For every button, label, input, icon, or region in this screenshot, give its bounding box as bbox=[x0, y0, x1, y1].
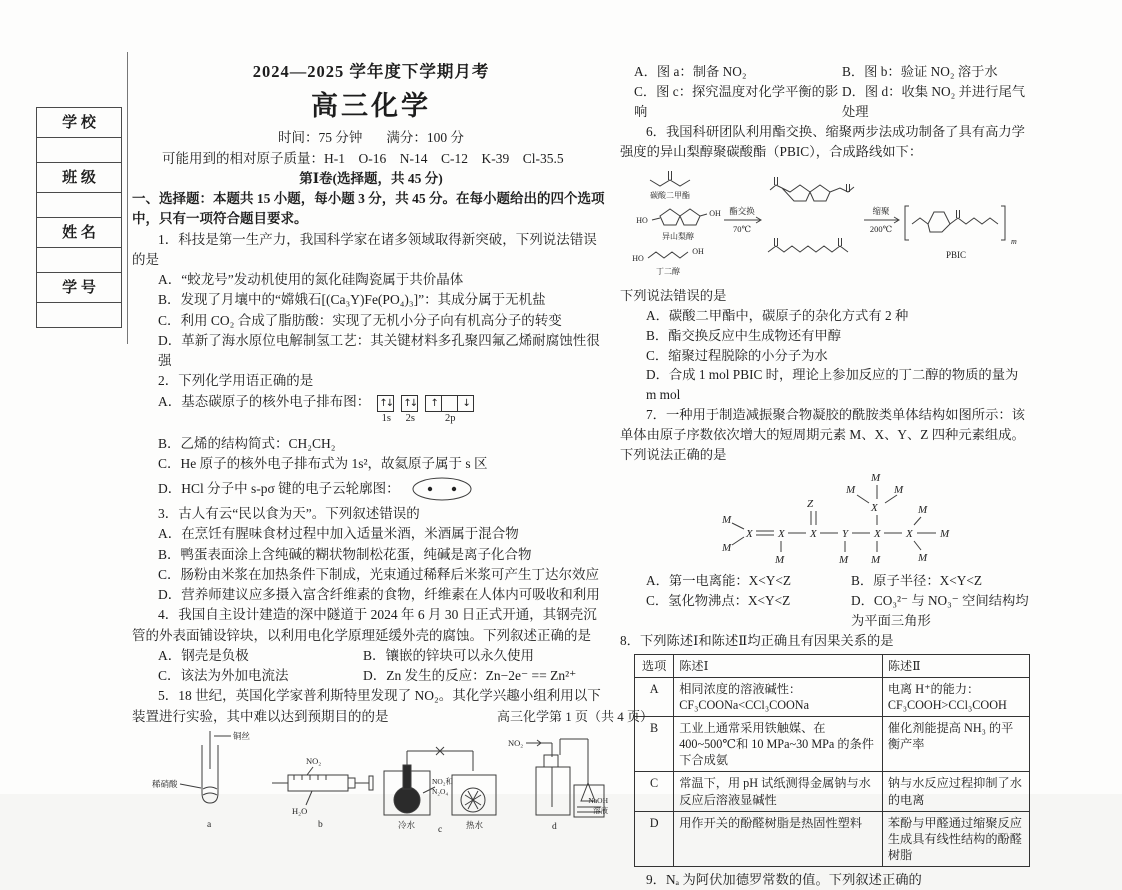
q2-option-d bbox=[132, 474, 610, 504]
q9-stem: 9．Nₐ 为阿伏加德罗常数的值。下列叙述正确的 bbox=[646, 871, 922, 887]
butanediol-oh: OH bbox=[692, 246, 704, 256]
orbital-label-2s: 2s bbox=[405, 412, 415, 424]
atom-m-above-x5: M bbox=[918, 504, 928, 517]
q3-option-a: A．在烹饪有腥味食材过程中加入适量米酒，米酒属于混合物 bbox=[158, 526, 519, 542]
q5-option-b: B．图 b：验证 NO₂ 溶于水 bbox=[842, 64, 998, 79]
q1-option-c: C．利用 CO₂ 合成了脂肪酸：实现了无机小分子向有机高分子的转变 bbox=[158, 312, 562, 328]
step1-temp: 70℃ bbox=[732, 223, 752, 234]
orbital-box-2p2 bbox=[441, 395, 458, 412]
apparatus-a-letter: a bbox=[207, 819, 212, 830]
orbital-box-2s: ↑↓ bbox=[401, 395, 418, 412]
row-b-statement-1: 工业上通常采用铁触媒、在 400~500℃和 10 MPa~30 MPa 的条件下合成氨 bbox=[674, 717, 883, 772]
no2-label-d: NO₂ bbox=[508, 737, 524, 748]
no2-label-b: NO₂ bbox=[306, 755, 322, 766]
q2-option-a-label: A．基态碳原子的核外电子排布图： bbox=[158, 393, 371, 409]
step1-arrow bbox=[724, 206, 761, 234]
atom-z: Z bbox=[807, 498, 814, 511]
q7-option-c: C．氢化物沸点：X<Y<Z bbox=[646, 593, 791, 609]
q6-option-a: A．碳酸二甲酯中，碳原子的杂化方式有 2 种 bbox=[646, 307, 909, 323]
isosorbide-label: 异山梨醇 bbox=[662, 231, 694, 241]
table-row bbox=[635, 772, 1030, 811]
q3-option-b: B．鸭蛋表面涂上含纯碱的糊状物制松花蛋，纯碱是离子化合物 bbox=[158, 546, 532, 562]
q3-option-d: D．营养师建议应多摄入富含纤维素的食物，纤维素在人体内可吸收和利用 bbox=[158, 587, 600, 602]
q2-option-b: B．乙烯的结构简式：CH₂CH₂ bbox=[158, 435, 336, 451]
row-d-statement-2: 苯酚与甲醛通过缩聚反应生成具有线性结构的酚醛树脂 bbox=[882, 811, 1029, 866]
header-option: 选项 bbox=[635, 654, 674, 677]
hot-water-label: 热水 bbox=[466, 819, 484, 830]
q4-option-c: C．该法为外加电流法 bbox=[158, 668, 289, 683]
q2-option-d-label: D．HCl 分子中 s-pσ 键的电子云轮廓图： bbox=[158, 480, 400, 496]
q5-options-cd bbox=[620, 82, 1030, 122]
naoh-label-2: 溶液 bbox=[593, 805, 608, 815]
monomer-atoms bbox=[721, 472, 950, 566]
isosorbide-oh: OH bbox=[709, 208, 721, 218]
orbital-2s bbox=[402, 392, 418, 425]
atomic-masses: 可能用到的相对原子质量：H-1 O-16 N-14 C-12 K-39 Cl-35.5 bbox=[162, 150, 564, 166]
table-header-row bbox=[635, 654, 1030, 677]
exam-score: 满分：100 分 bbox=[386, 130, 464, 146]
school-blank-box bbox=[36, 137, 122, 163]
q2-option-a bbox=[132, 392, 610, 434]
q7-option-a: A．第一电离能：X<Y<Z bbox=[646, 573, 792, 589]
orbital-label-1s: 1s bbox=[381, 412, 391, 424]
reactant-dimethyl-carbonate bbox=[650, 171, 690, 200]
class-label: 班 级 bbox=[36, 162, 122, 193]
row-a-statement-2: 电离 H⁺的能力：CF₃COOH>CCl₃COOH bbox=[882, 677, 1029, 716]
atom-m-left-top: M bbox=[722, 514, 732, 527]
q6-synthesis-diagram bbox=[620, 162, 1030, 286]
q7-options-ab bbox=[620, 571, 1030, 591]
row-b-statement-2: 催化剂能提高 NH₃ 的平衡产率 bbox=[882, 717, 1029, 772]
no2-n2o4-label-2: N₂O₄ bbox=[432, 786, 449, 796]
q3-option-c: C．肠粉由米浆在加热条件下制成，光束通过稀释后米浆可产生丁达尔效应 bbox=[158, 566, 600, 582]
reactant-isosorbide bbox=[636, 209, 721, 241]
atom-m-branch-right: M bbox=[894, 484, 904, 497]
isosorbide-ho: HO bbox=[636, 215, 648, 225]
name-blank-box bbox=[36, 247, 122, 273]
orbital-box-2p1: ↑ bbox=[425, 395, 442, 412]
apparatus-c bbox=[384, 747, 496, 835]
student-id-blank-box bbox=[36, 302, 122, 328]
product-pbic-structure bbox=[905, 206, 1017, 260]
cold-water-label: 冷水 bbox=[398, 819, 416, 830]
polymer-subscript: m bbox=[1011, 236, 1017, 246]
monomer-bonds bbox=[732, 485, 936, 552]
q4-option-b: B．镶嵌的锌块可以永久使用 bbox=[363, 647, 535, 663]
dilute-nitric-acid-label: 稀硝酸 bbox=[152, 778, 178, 789]
part-title: 第Ⅰ卷(选择题，共 45 分) bbox=[299, 170, 443, 186]
transesterification-label: 酯交换 bbox=[729, 205, 755, 216]
section-intro: 一、选择题：本题共 15 小题，每小题 3 分，共 45 分。在每小题给出的四个选项中，只有一项符合题目要求。 bbox=[132, 191, 605, 227]
atom-m-branch-left: M bbox=[846, 484, 856, 497]
q5-option-a: A．图 a：制备 NO₂ bbox=[634, 64, 747, 79]
time-score-line bbox=[132, 128, 610, 148]
q5-apparatus-diagram bbox=[132, 727, 610, 835]
apparatus-a bbox=[152, 731, 251, 830]
atom-m-left-bottom: M bbox=[722, 542, 732, 555]
q7-stem: 7．一种用于制造减振聚合物凝胶的酰胺类单体结构如图所示：该单体由原子序数依次增大的短周期元素 M、X、Y、Z 四种元素组成。下列说法正确的是 bbox=[620, 407, 1025, 463]
row-c-statement-2: 钠与水反应过程抑制了水的电离 bbox=[882, 772, 1029, 811]
atom-m-branch-top: M bbox=[871, 472, 881, 485]
q8-statement-table bbox=[634, 654, 1030, 867]
q4-option-d: D．Zn 发生的反应：Zn−2e⁻ == Zn²⁺ bbox=[363, 668, 577, 683]
exam-time: 时间：75 分钟 bbox=[278, 130, 363, 146]
header-statement-1: 陈述Ⅰ bbox=[674, 654, 883, 677]
page-footer: 高三化学第 1 页（共 4 页） bbox=[497, 709, 654, 724]
butanediol-ho: HO bbox=[632, 253, 644, 263]
atom-m-terminal: M bbox=[940, 528, 950, 541]
q5-option-c: C．图 c：探究温度对化学平衡的影响 bbox=[634, 83, 839, 119]
table-row bbox=[635, 717, 1030, 772]
atom-x1: X bbox=[746, 528, 753, 541]
q4-option-a: A．钢壳是负极 bbox=[158, 647, 249, 663]
row-d-statement-1: 用作开关的酚醛树脂是热固性塑料 bbox=[674, 811, 883, 866]
row-d-key: D bbox=[635, 811, 674, 866]
atom-x2: X bbox=[778, 528, 785, 541]
q1-option-d: D．革新了海水原位电解制氢工艺：其关键材料多孔聚四氟乙烯耐腐蚀性很强 bbox=[158, 332, 600, 368]
q6-option-b: B．酯交换反应中生成物还有甲醇 bbox=[646, 327, 842, 343]
q7-monomer-diagram bbox=[620, 465, 1030, 571]
apparatus-b-letter: b bbox=[318, 819, 323, 830]
q8-stem: 8．下列陈述Ⅰ和陈述Ⅱ均正确且有因果关系的是 bbox=[620, 632, 894, 648]
q7-option-b: B．原子半径：X<Y<Z bbox=[851, 573, 982, 589]
q7-options-cd bbox=[620, 591, 1030, 631]
atom-x-branch: X bbox=[871, 502, 878, 515]
q4-options-cd bbox=[132, 666, 610, 686]
electron-cloud-diagram bbox=[410, 476, 474, 502]
dimethyl-carbonate-label: 碳酸二甲酯 bbox=[650, 190, 690, 200]
water-label-b: H₂O bbox=[292, 805, 308, 816]
q4-stem: 4．我国自主设计建造的深中隧道于 2024 年 6 月 30 日正式开通，其钢壳沉管的外表面铺设锌块，以利用电化学原理延缓外壳的腐蚀。下列叙述正确的是 bbox=[132, 607, 597, 643]
row-a-statement-1: 相同浓度的溶液碱性：CF₃COONa<CCl₃COONa bbox=[674, 677, 883, 716]
class-blank-box bbox=[36, 192, 122, 218]
q5-stem: 5．18 世纪，英国化学家普利斯特里发现了 NO₂。其化学兴趣小组利用以下装置进行实验，其中难以达到预期目的的是 bbox=[132, 688, 601, 724]
polycondensation-label: 缩聚 bbox=[872, 205, 890, 216]
student-info-panel bbox=[36, 108, 122, 328]
table-row bbox=[635, 811, 1030, 866]
table-row bbox=[635, 677, 1030, 716]
apparatus-d bbox=[508, 738, 609, 832]
scan-fold-line bbox=[127, 52, 128, 344]
row-a-key: A bbox=[635, 677, 674, 716]
atom-m-below-y: M bbox=[839, 554, 849, 567]
step2-arrow bbox=[864, 206, 899, 234]
reactant-butanediol bbox=[632, 247, 704, 276]
intermediate-structures bbox=[768, 177, 854, 252]
row-b-key: B bbox=[635, 717, 674, 772]
q2-stem: 2．下列化学用语正确的是 bbox=[158, 373, 314, 389]
q6-lead: 下列说法错误的是 bbox=[620, 287, 727, 303]
name-label: 姓 名 bbox=[36, 217, 122, 248]
butanediol-label: 丁二醇 bbox=[656, 266, 680, 276]
orbital-box-1s: ↑↓ bbox=[377, 395, 394, 412]
atom-m-below-x4: M bbox=[871, 554, 881, 567]
copper-wire-label: 铜丝 bbox=[233, 730, 251, 741]
q6-option-d: D．合成 1 mol PBIC 时，理论上参加反应的丁二醇的物质的量为 m mol bbox=[646, 367, 1019, 403]
q2-option-c: C．He 原子的核外电子排布式为 1s²，故氦原子属于 s 区 bbox=[158, 455, 488, 471]
q5-options-ab bbox=[620, 62, 1030, 82]
atom-x5: X bbox=[906, 528, 913, 541]
exam-session: 2024—2025 学年度下学期月考 bbox=[252, 62, 490, 81]
page-title: 高三化学 bbox=[311, 90, 431, 121]
q3-stem: 3．古人有云“民以食为天”。下列叙述错误的 bbox=[158, 506, 420, 521]
atom-y: Y bbox=[842, 528, 849, 541]
apparatus-d-letter: d bbox=[552, 821, 557, 832]
q1-option-a: A．“蛟龙号”发动机使用的氮化硅陶瓷属于共价晶体 bbox=[158, 272, 464, 287]
q5-option-d: D．图 d：收集 NO₂ 并进行尾气处理 bbox=[842, 83, 1026, 119]
atom-x4: X bbox=[874, 528, 881, 541]
row-c-key: C bbox=[635, 772, 674, 811]
orbital-1s bbox=[378, 392, 394, 425]
apparatus-c-letter: c bbox=[438, 824, 443, 835]
orbital-label-2p: 2p bbox=[445, 412, 456, 424]
atom-x3: X bbox=[810, 528, 817, 541]
right-column bbox=[620, 62, 1030, 890]
naoh-label-1: NaOH bbox=[588, 795, 608, 805]
school-label: 学 校 bbox=[36, 107, 122, 138]
row-c-statement-1: 常温下，用 pH 试纸测得金属钠与水反应后溶液显碱性 bbox=[674, 772, 883, 811]
pbic-label: PBIC bbox=[945, 249, 967, 260]
student-id-label: 学 号 bbox=[36, 272, 122, 303]
atom-m-below-x5: M bbox=[918, 552, 928, 565]
step2-temp: 200℃ bbox=[869, 223, 893, 234]
orbital-box-2p3: ↓ bbox=[457, 395, 474, 412]
q7-option-d: D．CO₃²⁻ 与 NO₃⁻ 空间结构均为平面三角形 bbox=[851, 593, 1029, 628]
apparatus-b bbox=[272, 756, 373, 830]
q6-stem: 6．我国科研团队利用酯交换、缩聚两步法成功制备了具有高力学强度的异山梨醇聚碳酸酯（PBIC），合成路线如下： bbox=[620, 123, 1025, 159]
q1-stem: 1．科技是第一生产力，我国科学家在诸多领域取得新突破，下列说法错误的是 bbox=[132, 231, 597, 267]
orbital-2p bbox=[426, 392, 474, 425]
atom-m-below-x2: M bbox=[775, 554, 785, 567]
no2-n2o4-label-1: NO₂和 bbox=[432, 776, 453, 786]
q6-option-c: C．缩聚过程脱除的小分子为水 bbox=[646, 347, 828, 363]
q1-option-b: B．发现了月壤中的“嫦娥石[(Ca₃Y)Fe(PO₄)₃]”：其成分属于无机盐 bbox=[158, 292, 546, 308]
header-statement-2: 陈述Ⅱ bbox=[882, 654, 1029, 677]
q4-options-ab bbox=[132, 646, 610, 666]
